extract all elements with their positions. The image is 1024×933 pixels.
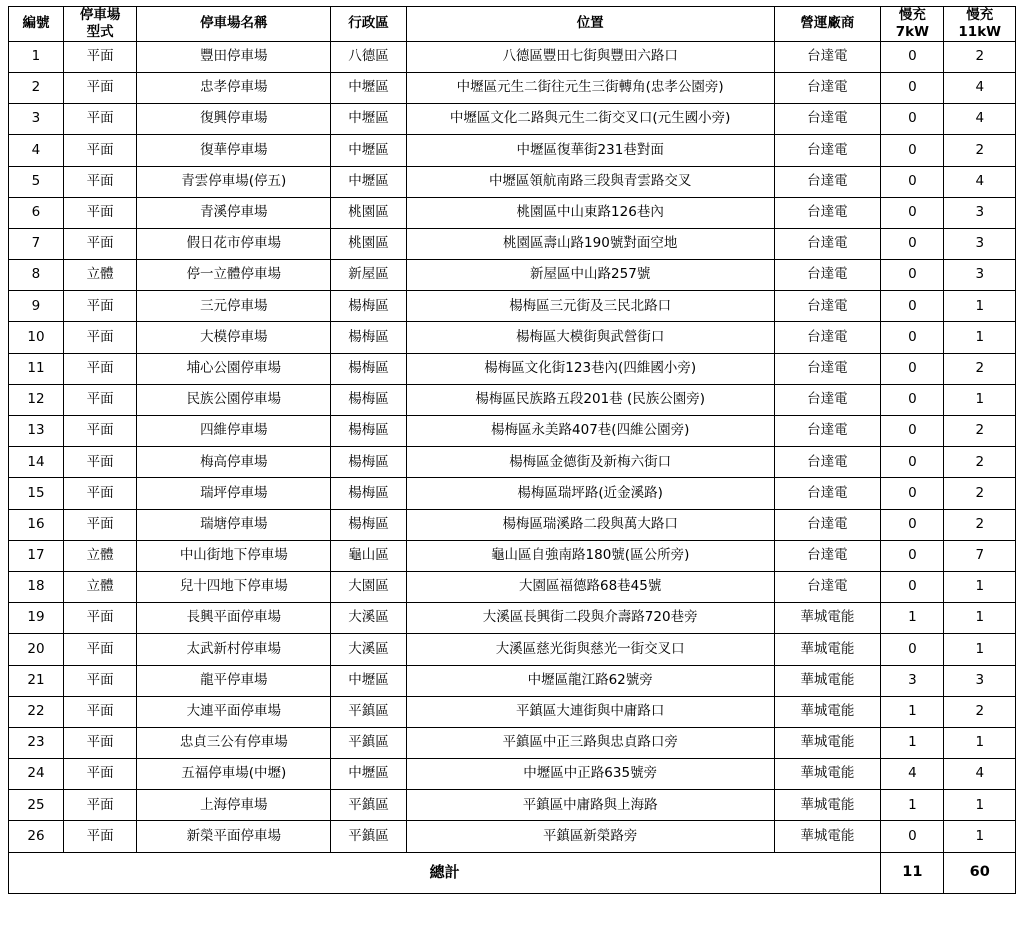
cell-type: 立體: [63, 540, 137, 571]
cell-id: 18: [9, 571, 64, 602]
cell-slow-11kw: 4: [944, 72, 1016, 103]
cell-district: 龜山區: [331, 540, 407, 571]
column-header-type: [63, 7, 137, 42]
table-row: [9, 634, 1016, 665]
cell-slow-11kw: 1: [944, 634, 1016, 665]
cell-id: 22: [9, 696, 64, 727]
table-row: [9, 416, 1016, 447]
cell-slow-11kw: 4: [944, 759, 1016, 790]
cell-operator: 台達電: [774, 447, 881, 478]
cell-name: 假日花市停車場: [137, 228, 331, 259]
column-header-name: 停車場名稱: [137, 7, 331, 42]
cell-district: 楊梅區: [331, 478, 407, 509]
cell-slow-11kw: 7: [944, 540, 1016, 571]
cell-district: 平鎮區: [331, 727, 407, 758]
table-row: [9, 135, 1016, 166]
cell-id: 7: [9, 228, 64, 259]
cell-name: 五福停車場(中壢): [137, 759, 331, 790]
cell-slow-7kw: 4: [881, 759, 944, 790]
cell-location: 楊梅區大模街與武營街口: [406, 322, 774, 353]
table-row: [9, 72, 1016, 103]
cell-slow-11kw: 1: [944, 291, 1016, 322]
cell-id: 26: [9, 821, 64, 852]
cell-slow-7kw: 0: [881, 478, 944, 509]
cell-slow-11kw: 3: [944, 197, 1016, 228]
cell-id: 24: [9, 759, 64, 790]
table-row: [9, 260, 1016, 291]
cell-district: 新屋區: [331, 260, 407, 291]
cell-type: 平面: [63, 696, 137, 727]
cell-operator: 華城電能: [774, 759, 881, 790]
cell-name: 長興平面停車場: [137, 603, 331, 634]
table-row: [9, 571, 1016, 602]
cell-name: 青雲停車場(停五): [137, 166, 331, 197]
table-row: [9, 759, 1016, 790]
cell-slow-11kw: 1: [944, 384, 1016, 415]
cell-operator: 台達電: [774, 478, 881, 509]
cell-location: 大園區福德路68巷45號: [406, 571, 774, 602]
cell-slow-11kw: 1: [944, 322, 1016, 353]
cell-slow-7kw: 0: [881, 166, 944, 197]
cell-slow-11kw: 2: [944, 135, 1016, 166]
table-row: [9, 384, 1016, 415]
total-slow-11kw: 60: [944, 852, 1016, 893]
cell-district: 楊梅區: [331, 384, 407, 415]
cell-operator: 台達電: [774, 135, 881, 166]
cell-operator: 台達電: [774, 104, 881, 135]
cell-operator: 華城電能: [774, 821, 881, 852]
cell-slow-11kw: 1: [944, 727, 1016, 758]
cell-id: 25: [9, 790, 64, 821]
table-row: [9, 665, 1016, 696]
cell-slow-7kw: 1: [881, 790, 944, 821]
cell-id: 4: [9, 135, 64, 166]
cell-id: 8: [9, 260, 64, 291]
cell-slow-11kw: 1: [944, 821, 1016, 852]
cell-operator: 華城電能: [774, 634, 881, 665]
cell-slow-7kw: 0: [881, 104, 944, 135]
table-row: [9, 228, 1016, 259]
cell-slow-7kw: 0: [881, 72, 944, 103]
cell-name: 忠孝停車場: [137, 72, 331, 103]
cell-type: 平面: [63, 104, 137, 135]
cell-slow-7kw: 0: [881, 540, 944, 571]
cell-operator: 華城電能: [774, 727, 881, 758]
cell-slow-11kw: 3: [944, 228, 1016, 259]
cell-slow-7kw: 0: [881, 447, 944, 478]
cell-operator: 華城電能: [774, 603, 881, 634]
cell-location: 楊梅區三元街及三民北路口: [406, 291, 774, 322]
cell-name: 民族公園停車場: [137, 384, 331, 415]
cell-location: 中壢區文化二路與元生二街交叉口(元生國小旁): [406, 104, 774, 135]
cell-slow-7kw: 0: [881, 41, 944, 72]
cell-slow-11kw: 2: [944, 696, 1016, 727]
cell-location: 平鎮區新榮路旁: [406, 821, 774, 852]
cell-operator: 台達電: [774, 228, 881, 259]
cell-type: 平面: [63, 447, 137, 478]
cell-district: 桃園區: [331, 228, 407, 259]
cell-operator: 台達電: [774, 291, 881, 322]
cell-location: 楊梅區文化街123巷內(四維國小旁): [406, 353, 774, 384]
cell-id: 15: [9, 478, 64, 509]
cell-slow-7kw: 0: [881, 571, 944, 602]
table-header-row: [9, 7, 1016, 42]
cell-type: 平面: [63, 72, 137, 103]
column-header-id: 編號: [9, 7, 64, 42]
cell-district: 平鎮區: [331, 696, 407, 727]
cell-type: 平面: [63, 478, 137, 509]
table-row: [9, 447, 1016, 478]
cell-slow-11kw: 3: [944, 665, 1016, 696]
table-footer: [9, 852, 1016, 893]
cell-name: 三元停車場: [137, 291, 331, 322]
cell-district: 中壢區: [331, 166, 407, 197]
cell-id: 14: [9, 447, 64, 478]
cell-id: 20: [9, 634, 64, 665]
cell-id: 21: [9, 665, 64, 696]
total-label: 總計: [9, 852, 881, 893]
cell-location: 龜山區自強南路180號(區公所旁): [406, 540, 774, 571]
cell-operator: 台達電: [774, 416, 881, 447]
cell-id: 6: [9, 197, 64, 228]
column-header-location: 位置: [406, 7, 774, 42]
cell-slow-11kw: 1: [944, 790, 1016, 821]
cell-location: 楊梅區瑞溪路二段與萬大路口: [406, 509, 774, 540]
cell-slow-7kw: 0: [881, 135, 944, 166]
cell-location: 大溪區慈光街與慈光一街交叉口: [406, 634, 774, 665]
table-header: [9, 7, 1016, 42]
table-row: [9, 509, 1016, 540]
table-body: [9, 41, 1016, 852]
cell-name: 太武新村停車場: [137, 634, 331, 665]
cell-type: 平面: [63, 41, 137, 72]
cell-type: 平面: [63, 665, 137, 696]
cell-type: 平面: [63, 322, 137, 353]
cell-district: 楊梅區: [331, 291, 407, 322]
cell-name: 豐田停車場: [137, 41, 331, 72]
cell-district: 平鎮區: [331, 790, 407, 821]
cell-slow-7kw: 0: [881, 384, 944, 415]
cell-slow-7kw: 0: [881, 821, 944, 852]
cell-operator: 台達電: [774, 166, 881, 197]
column-header-slow-11kw: [944, 7, 1016, 42]
cell-type: 平面: [63, 166, 137, 197]
table-row: [9, 322, 1016, 353]
cell-type: 平面: [63, 197, 137, 228]
cell-district: 楊梅區: [331, 353, 407, 384]
column-header-slow-11kw-line2: 11kW: [958, 23, 1002, 40]
cell-id: 13: [9, 416, 64, 447]
cell-slow-11kw: 1: [944, 571, 1016, 602]
cell-id: 19: [9, 603, 64, 634]
cell-slow-7kw: 0: [881, 353, 944, 384]
cell-slow-7kw: 0: [881, 322, 944, 353]
table-row: [9, 41, 1016, 72]
cell-slow-7kw: 1: [881, 603, 944, 634]
cell-type: 平面: [63, 416, 137, 447]
cell-id: 16: [9, 509, 64, 540]
cell-slow-11kw: 4: [944, 166, 1016, 197]
cell-district: 大溪區: [331, 603, 407, 634]
cell-name: 復華停車場: [137, 135, 331, 166]
cell-type: 立體: [63, 571, 137, 602]
column-header-slow-7kw-line2: 7kW: [895, 23, 929, 40]
cell-district: 大溪區: [331, 634, 407, 665]
cell-district: 楊梅區: [331, 416, 407, 447]
cell-location: 桃園區壽山路190號對面空地: [406, 228, 774, 259]
table-row: [9, 291, 1016, 322]
cell-district: 平鎮區: [331, 821, 407, 852]
cell-type: 平面: [63, 135, 137, 166]
cell-slow-7kw: 0: [881, 291, 944, 322]
cell-name: 新榮平面停車場: [137, 821, 331, 852]
cell-district: 中壢區: [331, 72, 407, 103]
cell-operator: 台達電: [774, 322, 881, 353]
cell-operator: 台達電: [774, 353, 881, 384]
cell-location: 八德區豐田七街與豐田六路口: [406, 41, 774, 72]
cell-name: 停一立體停車場: [137, 260, 331, 291]
cell-location: 中壢區領航南路三段與青雲路交叉: [406, 166, 774, 197]
cell-type: 平面: [63, 509, 137, 540]
cell-location: 楊梅區民族路五段201巷 (民族公園旁): [406, 384, 774, 415]
cell-location: 大溪區長興街二段與介壽路720巷旁: [406, 603, 774, 634]
cell-location: 楊梅區金德街及新梅六街口: [406, 447, 774, 478]
column-header-slow-11kw-line1: 慢充: [966, 7, 994, 23]
table-row: [9, 790, 1016, 821]
cell-id: 10: [9, 322, 64, 353]
cell-operator: 台達電: [774, 197, 881, 228]
cell-district: 楊梅區: [331, 509, 407, 540]
cell-district: 中壢區: [331, 104, 407, 135]
cell-name: 大連平面停車場: [137, 696, 331, 727]
cell-type: 立體: [63, 260, 137, 291]
column-header-type-line2: 型式: [86, 23, 114, 40]
cell-name: 忠貞三公有停車場: [137, 727, 331, 758]
cell-name: 青溪停車場: [137, 197, 331, 228]
table-row: [9, 821, 1016, 852]
column-header-type-line1: 停車場: [79, 7, 121, 23]
cell-district: 楊梅區: [331, 447, 407, 478]
cell-name: 四維停車場: [137, 416, 331, 447]
cell-slow-7kw: 0: [881, 260, 944, 291]
cell-slow-7kw: 1: [881, 696, 944, 727]
column-header-slow-7kw: [881, 7, 944, 42]
cell-slow-7kw: 0: [881, 416, 944, 447]
cell-district: 中壢區: [331, 759, 407, 790]
cell-id: 11: [9, 353, 64, 384]
cell-operator: 華城電能: [774, 696, 881, 727]
cell-name: 中山街地下停車場: [137, 540, 331, 571]
cell-district: 楊梅區: [331, 322, 407, 353]
cell-slow-7kw: 3: [881, 665, 944, 696]
cell-location: 桃園區中山東路126巷內: [406, 197, 774, 228]
cell-id: 17: [9, 540, 64, 571]
table-row: [9, 104, 1016, 135]
cell-id: 3: [9, 104, 64, 135]
cell-operator: 華城電能: [774, 665, 881, 696]
cell-id: 9: [9, 291, 64, 322]
cell-id: 12: [9, 384, 64, 415]
cell-district: 中壢區: [331, 135, 407, 166]
cell-operator: 台達電: [774, 540, 881, 571]
cell-type: 平面: [63, 353, 137, 384]
cell-type: 平面: [63, 727, 137, 758]
table-row: [9, 696, 1016, 727]
cell-location: 平鎮區中正三路與忠貞路口旁: [406, 727, 774, 758]
cell-operator: 台達電: [774, 384, 881, 415]
cell-slow-11kw: 2: [944, 447, 1016, 478]
cell-slow-7kw: 1: [881, 727, 944, 758]
cell-location: 中壢區中正路635號旁: [406, 759, 774, 790]
table-row: [9, 478, 1016, 509]
total-slow-7kw: 11: [881, 852, 944, 893]
cell-slow-11kw: 2: [944, 41, 1016, 72]
cell-name: 大模停車場: [137, 322, 331, 353]
cell-type: 平面: [63, 228, 137, 259]
cell-location: 平鎮區大連街與中庸路口: [406, 696, 774, 727]
cell-slow-11kw: 3: [944, 260, 1016, 291]
cell-operator: 華城電能: [774, 790, 881, 821]
cell-type: 平面: [63, 821, 137, 852]
cell-operator: 台達電: [774, 509, 881, 540]
cell-name: 瑞塘停車場: [137, 509, 331, 540]
cell-name: 龍平停車場: [137, 665, 331, 696]
cell-slow-7kw: 0: [881, 509, 944, 540]
cell-slow-7kw: 0: [881, 197, 944, 228]
table-row: [9, 353, 1016, 384]
cell-location: 平鎮區中庸路與上海路: [406, 790, 774, 821]
cell-slow-11kw: 2: [944, 478, 1016, 509]
cell-slow-11kw: 2: [944, 509, 1016, 540]
column-header-slow-7kw-line1: 慢充: [898, 7, 926, 23]
cell-operator: 台達電: [774, 571, 881, 602]
cell-id: 1: [9, 41, 64, 72]
cell-slow-11kw: 2: [944, 353, 1016, 384]
cell-operator: 台達電: [774, 41, 881, 72]
cell-name: 梅高停車場: [137, 447, 331, 478]
cell-slow-11kw: 1: [944, 603, 1016, 634]
cell-id: 23: [9, 727, 64, 758]
cell-slow-11kw: 4: [944, 104, 1016, 135]
cell-location: 新屋區中山路257號: [406, 260, 774, 291]
parking-stations-table: [8, 6, 1016, 894]
cell-location: 楊梅區永美路407巷(四維公園旁): [406, 416, 774, 447]
cell-type: 平面: [63, 790, 137, 821]
cell-district: 桃園區: [331, 197, 407, 228]
cell-type: 平面: [63, 384, 137, 415]
column-header-district: 行政區: [331, 7, 407, 42]
cell-type: 平面: [63, 603, 137, 634]
cell-location: 中壢區復華街231巷對面: [406, 135, 774, 166]
cell-district: 八德區: [331, 41, 407, 72]
cell-operator: 台達電: [774, 260, 881, 291]
cell-name: 上海停車場: [137, 790, 331, 821]
table-row: [9, 166, 1016, 197]
cell-slow-7kw: 0: [881, 228, 944, 259]
table-row: [9, 603, 1016, 634]
table-row: [9, 540, 1016, 571]
cell-district: 大園區: [331, 571, 407, 602]
cell-operator: 台達電: [774, 72, 881, 103]
table-row: [9, 197, 1016, 228]
cell-slow-7kw: 0: [881, 634, 944, 665]
cell-name: 復興停車場: [137, 104, 331, 135]
cell-id: 5: [9, 166, 64, 197]
cell-type: 平面: [63, 634, 137, 665]
cell-location: 中壢區元生二街往元生三街轉角(忠孝公園旁): [406, 72, 774, 103]
cell-name: 瑞坪停車場: [137, 478, 331, 509]
total-row: [9, 852, 1016, 893]
cell-location: 中壢區龍江路62號旁: [406, 665, 774, 696]
cell-name: 兒十四地下停車場: [137, 571, 331, 602]
cell-slow-11kw: 2: [944, 416, 1016, 447]
cell-location: 楊梅區瑞坪路(近金溪路): [406, 478, 774, 509]
cell-id: 2: [9, 72, 64, 103]
cell-district: 中壢區: [331, 665, 407, 696]
column-header-operator: 營運廠商: [774, 7, 881, 42]
cell-type: 平面: [63, 759, 137, 790]
cell-type: 平面: [63, 291, 137, 322]
table-row: [9, 727, 1016, 758]
cell-name: 埔心公園停車場: [137, 353, 331, 384]
